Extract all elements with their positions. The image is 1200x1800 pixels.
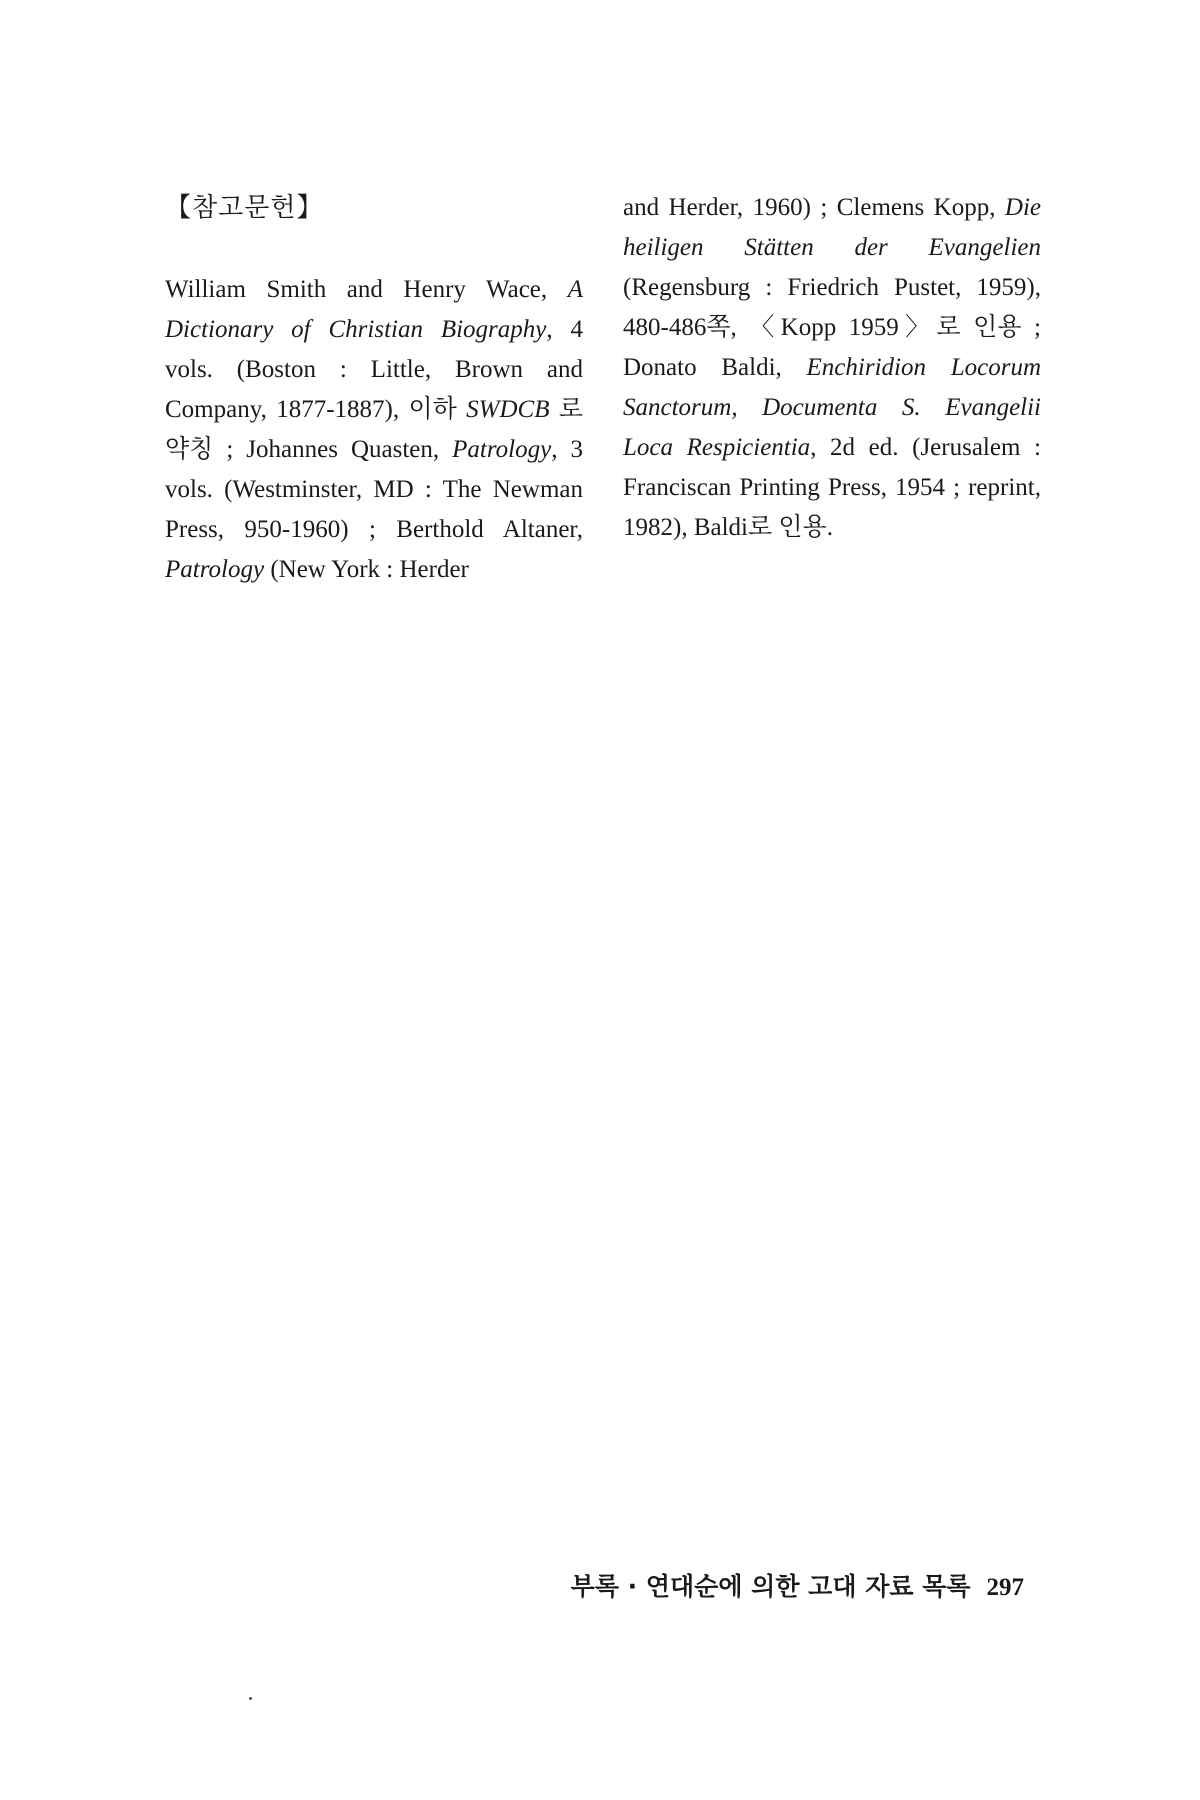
running-title: 부록 · 연대순에 의한 고대 자료 목록: [570, 1572, 971, 1601]
ref-title: Patrology: [452, 436, 552, 463]
left-column: [165, 188, 583, 590]
references-heading: 【참고문헌】: [165, 193, 324, 222]
ref-segment: (New York : Herder: [264, 556, 469, 583]
ref-abbreviation: SWDCB: [466, 396, 550, 423]
references-text-right: [623, 188, 1041, 548]
page-number: 297: [986, 1574, 1024, 1601]
references-text-left: [165, 270, 583, 590]
ref-segment: , 2d ed. (Jerusalem : Franciscan Printing Press, 1954 ; reprint, 1982), Baldi로 인용.: [623, 434, 1041, 541]
right-column: [623, 188, 1041, 548]
ref-title: Die heiligen Stätten der Evangelien: [623, 194, 1041, 261]
ref-segment: , 3 vols. (Westminster, MD : The Newman Press, 950-1960) ; Berthold Altaner,: [165, 436, 583, 543]
ref-segment: and Herder, 1960) ; Clemens Kopp,: [623, 194, 1005, 221]
page-footer: [571, 1570, 1024, 1605]
ref-segment: , 4 vols. (Boston : Little, Brown and Company, 1877-1887), 이하: [165, 316, 583, 423]
ref-segment: (Regensburg : Friedrich Pustet, 1959), 480-486쪽, 〈Kopp 1959〉로 인용 ; Donato Baldi,: [623, 274, 1041, 381]
ref-title: Enchiridion Locorum Sanctorum, Documenta S. Evangelii Loca Respicientia: [623, 354, 1042, 461]
ref-title: Patrology: [165, 556, 265, 583]
ref-segment: William Smith and Henry Wace,: [165, 276, 568, 303]
ref-segment: 로 약칭 ; Johannes Quasten,: [165, 396, 584, 463]
scan-speck: [249, 1697, 252, 1700]
ref-title: A Dictionary of Christian Biography: [165, 276, 583, 343]
